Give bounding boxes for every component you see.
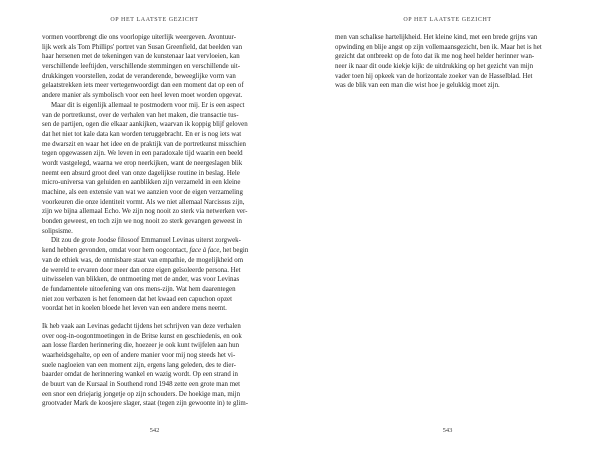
text-line: van de ethiek was, de onmisbare staat van empathie, de mogelijkheid om <box>42 256 244 264</box>
text-segment: kend hebben gevonden, omdat voor hem oogcontact, <box>42 247 190 255</box>
text-line: een snor een driejarig jongetje op zijn schouders. De hoekige man, mijn <box>42 390 241 398</box>
page-number: 542 <box>149 427 160 434</box>
text-line: over oog-in-oogontmoetingen in de Britse kunst en geschiedenis, en ook <box>42 332 242 340</box>
page-right <box>335 0 560 460</box>
paragraph <box>42 322 267 409</box>
page-left <box>42 0 267 460</box>
text-line: dat het niet tot kale data kan worden teruggebracht. En er is nog iets wat <box>42 130 242 138</box>
text-line: tegen opgewassen zijn. We leven in een paradoxale tijd waarin een beeld <box>42 150 243 158</box>
text-line: uitwisselen van blikken, de ontmoeting met de ander, was voor Levinas <box>42 276 240 284</box>
text-line: waarheidsgehalte, op een of andere manier voor mij nog steeds het vi- <box>42 352 236 359</box>
text-line: neer ik naar dit oude kiekje kijk: de uitdrukking op het gezicht van mijn <box>335 63 534 71</box>
text-line: de wereld te ervaren door meer dan onze eigen geïsoleerde persona. Het <box>42 266 241 274</box>
text-line: bonden geweest, en toch zijn we nog nooit zo sterk gevangen geweest in <box>42 218 242 226</box>
running-header: OP HET LAATSTE GEZICHT <box>403 17 492 23</box>
text-line: machine, als een extensie van wat we aanzien voor de eigen verzameling <box>42 189 243 196</box>
text-line: aan losse flarden herinnering die, hoezeer je ook kunt twijfelen aan hun <box>42 342 240 350</box>
text-line: Ik heb vaak aan Levinas gedacht tijdens het schrijven van deze verhalen <box>42 322 241 330</box>
page-number: 543 <box>442 427 453 434</box>
text-line: de fundamentele uitoefening van ons mens-zijn. Wat hem daarentegen <box>42 285 236 293</box>
text-line: solipsisme. <box>42 227 73 235</box>
text-line: vormen voortbrengt die ons voorlopige uiterlijk weergeven. Avontuur- <box>42 34 237 41</box>
text-line: was de blik van een man die wist hoe je gelukkig moet zijn. <box>335 82 500 90</box>
text-line: verschillende leeftijden, verschillende stemmingen en verschillende uit- <box>42 63 241 71</box>
text-line: Dit zou de grote Joodse filosoof Emmanuel Levinas uiterst zorgwek- <box>51 237 241 245</box>
text-line: baarder omdat de herinnering wankel en wazig wordt. Op een strand in <box>42 371 238 379</box>
text-line: voorkeuren die onze identiteit vormt. Als we niet allemaal Narcissus zijn, <box>42 198 245 206</box>
text-line: sen de partijen, ogen die elkaar aankijken, waarvan ik koppig blijf geloven <box>42 121 248 129</box>
text-line: Maar dit is eigenlijk allemaal te postmodern voor mij. Er is een aspect <box>51 101 245 109</box>
text-line: gelaatstrekken iets meer vertegenwoordigt dan een moment dat op een of <box>42 82 244 90</box>
text-line: vader toen hij opkeek van de horizontale zoeker van de Hasselblad. Het <box>335 72 533 80</box>
text-line: van de portretkunst, over de verhalen van het maken, die transactie tus- <box>42 111 239 119</box>
text-line: men van schalkse hartelijkheid. Het kleine kind, met een brede grijns van <box>335 34 538 41</box>
text-line: me dwarszit en waar het idee en de praktijk van de portretkunst misschien <box>42 140 246 148</box>
text-line: drukkingen voorstellen, zodat de veranderende, beweeglijke vorm van <box>42 72 236 80</box>
text-line <box>42 246 267 256</box>
text-line: gezicht dat ontbreekt op de foto dat ik me nog heel helder herinner wan- <box>335 53 535 61</box>
text-line: wordt vastgelegd, waarna we erop neerkijken, want de neergeslagen blik <box>42 159 243 167</box>
paragraph <box>42 101 267 237</box>
page-body <box>42 33 267 409</box>
text-line: grootvader Mark de koosjere slager, staat (tegen zijn gewoonte in) te glim- <box>42 400 248 408</box>
text-line: opwinding en blije angst op zijn vollemaansgezicht, ben ik. Maar het is het <box>335 43 542 51</box>
text-line: zijn we bijna allemaal Echo. We zijn nog nooit zo sterk via netwerken ver- <box>42 208 248 216</box>
text-segment: , het begin <box>219 247 249 255</box>
italic-phrase: face à face <box>189 247 220 255</box>
running-header: OP HET LAATSTE GEZICHT <box>110 17 199 23</box>
text-line: voordat het in koelen bloede het leven van een andere mens neemt. <box>42 305 227 313</box>
section-break <box>42 314 267 322</box>
text-line: neemt een absurd groot deel van onze dagelijkse routine in beslag. Hele <box>42 169 240 177</box>
text-line: de buurt van de Kursaal in Southend rond 1948 zette een grote man met <box>42 381 241 389</box>
text-line: suele nagloeien van een moment zijn, ergens lang geleden, des te dier- <box>42 361 236 369</box>
paragraph <box>42 33 267 101</box>
paragraph <box>335 33 560 91</box>
text-line: andere manier als symbolisch voor een heel leven moet worden opgevat. <box>42 92 243 100</box>
text-line: micro-universa van geluiden en aanblikken zijn verzameld in een kleine <box>42 179 241 187</box>
paragraph <box>42 236 267 314</box>
text-line: haar hersenen met de tekeningen van de kunstenaar laat vervloeien, kan <box>42 53 240 61</box>
text-line: lijk werk als Tom Phillips' portret van Susan Greenfield, dat beelden van <box>42 43 243 51</box>
text-line: niet zou verbazen is het fenomeen dat het kwaad een capuchon opzet <box>42 295 232 303</box>
page-body <box>335 33 560 91</box>
